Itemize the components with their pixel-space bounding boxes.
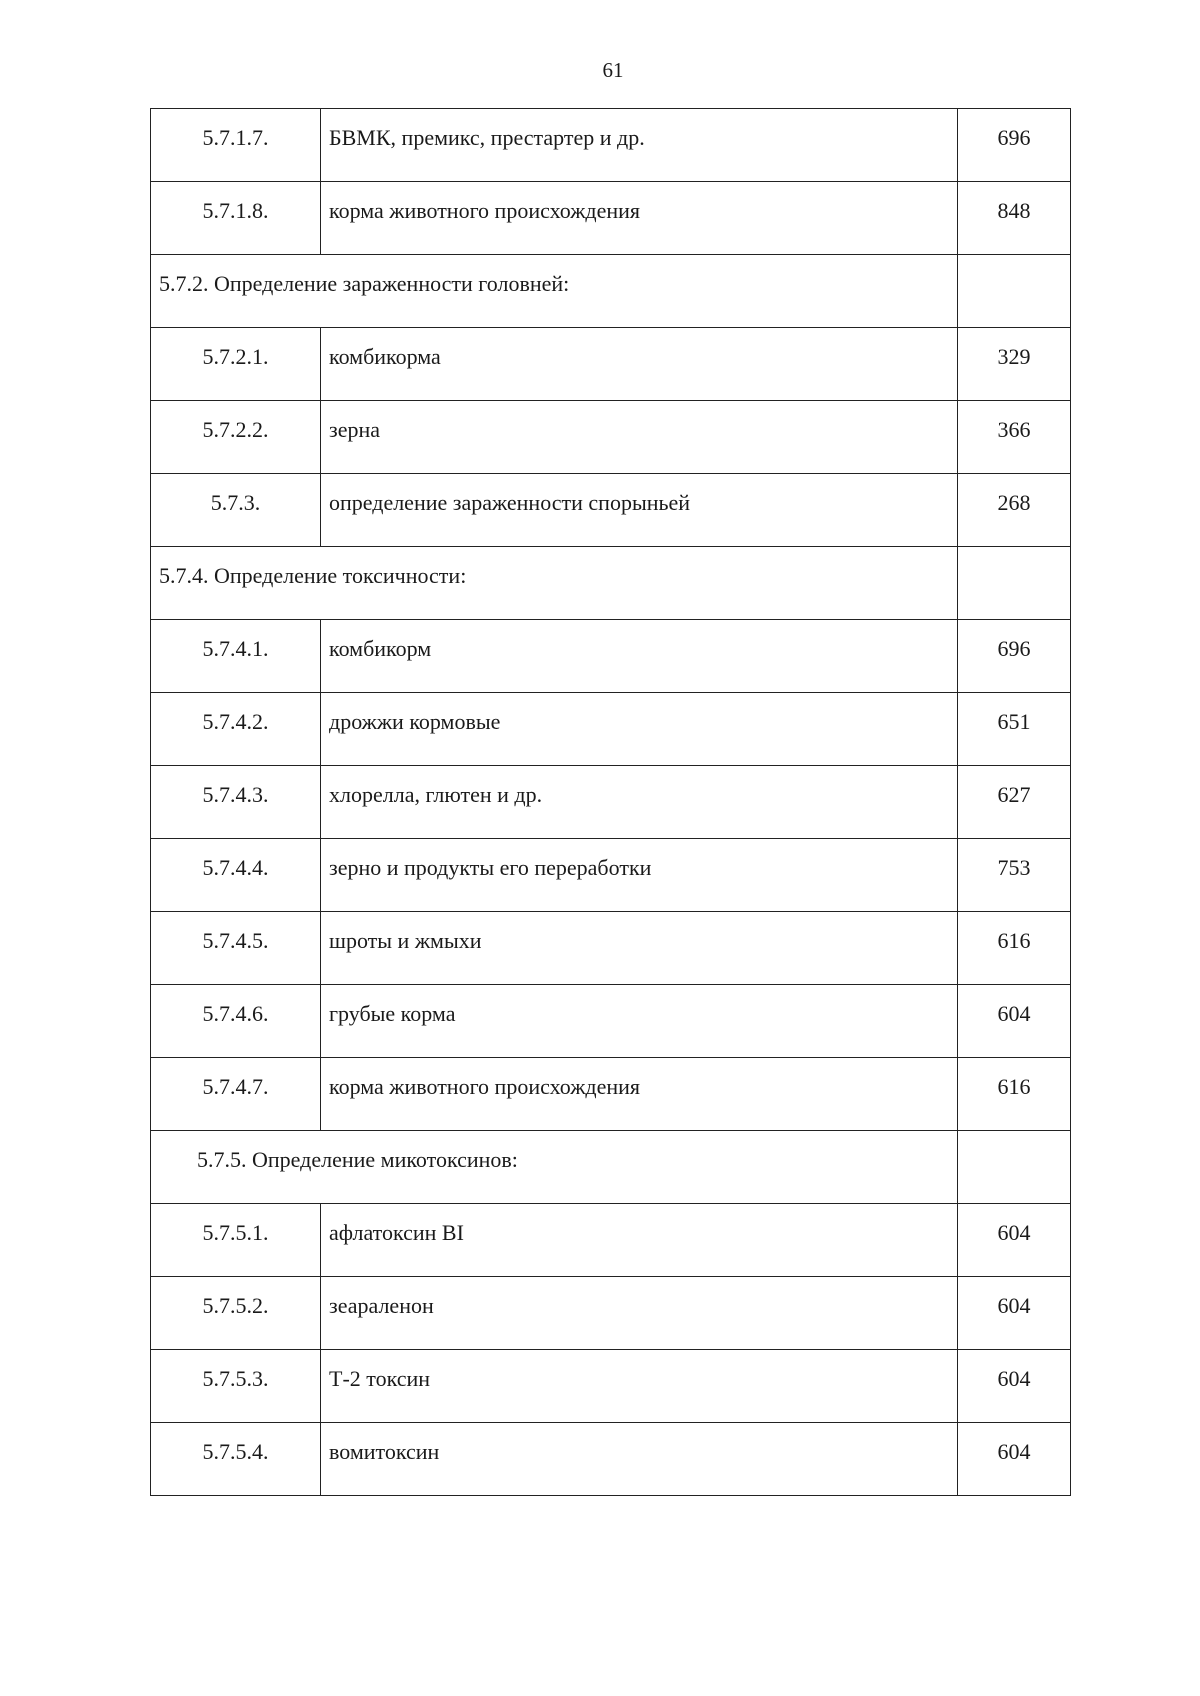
item-name: дрожжи кормовые	[321, 693, 958, 766]
item-code: 5.7.5.4.	[151, 1423, 321, 1496]
item-name: грубые корма	[321, 985, 958, 1058]
item-name: корма животного происхождения	[321, 1058, 958, 1131]
item-code: 5.7.3.	[151, 474, 321, 547]
table-row	[151, 1204, 1071, 1277]
table-row	[151, 401, 1071, 474]
item-price: 604	[958, 1277, 1071, 1350]
section-title: 5.7.4. Определение токсичности:	[151, 547, 958, 620]
table-row	[151, 985, 1071, 1058]
table-row	[151, 474, 1071, 547]
table-row	[151, 182, 1071, 255]
item-price: 753	[958, 839, 1071, 912]
table-row	[151, 1350, 1071, 1423]
item-code: 5.7.2.2.	[151, 401, 321, 474]
item-code: 5.7.4.6.	[151, 985, 321, 1058]
item-name: БВМК, премикс, престартер и др.	[321, 109, 958, 182]
item-price: 268	[958, 474, 1071, 547]
item-name: вомитоксин	[321, 1423, 958, 1496]
item-price: 604	[958, 985, 1071, 1058]
table-row	[151, 1423, 1071, 1496]
item-price: 604	[958, 1350, 1071, 1423]
table-row	[151, 1058, 1071, 1131]
table-row	[151, 328, 1071, 401]
table-row	[151, 912, 1071, 985]
item-code: 5.7.4.1.	[151, 620, 321, 693]
item-name: комбикорма	[321, 328, 958, 401]
item-code: 5.7.4.2.	[151, 693, 321, 766]
table-row	[151, 839, 1071, 912]
item-code: 5.7.5.3.	[151, 1350, 321, 1423]
item-code: 5.7.1.7.	[151, 109, 321, 182]
section-price-cell	[958, 255, 1071, 328]
item-name: корма животного происхождения	[321, 182, 958, 255]
page-number: 61	[602, 58, 624, 82]
item-name: шроты и жмыхи	[321, 912, 958, 985]
item-price: 848	[958, 182, 1071, 255]
table-body	[151, 109, 1071, 1496]
item-price: 616	[958, 1058, 1071, 1131]
item-name: Т-2 токсин	[321, 1350, 958, 1423]
section-row	[151, 255, 1071, 328]
item-price: 616	[958, 912, 1071, 985]
section-title: 5.7.5. Определение микотоксинов:	[151, 1131, 958, 1204]
table-row	[151, 766, 1071, 839]
item-name: зерно и продукты его переработки	[321, 839, 958, 912]
item-code: 5.7.4.3.	[151, 766, 321, 839]
item-price: 366	[958, 401, 1071, 474]
section-price-cell	[958, 547, 1071, 620]
item-price: 604	[958, 1423, 1071, 1496]
item-code: 5.7.5.2.	[151, 1277, 321, 1350]
section-row	[151, 547, 1071, 620]
item-price: 627	[958, 766, 1071, 839]
table-row	[151, 693, 1071, 766]
price-table	[150, 108, 1071, 1496]
item-name: зерна	[321, 401, 958, 474]
item-name: комбикорм	[321, 620, 958, 693]
item-code: 5.7.4.5.	[151, 912, 321, 985]
section-price-cell	[958, 1131, 1071, 1204]
section-title: 5.7.2. Определение зараженности головней:	[151, 255, 958, 328]
item-name: афлатоксин BI	[321, 1204, 958, 1277]
item-price: 329	[958, 328, 1071, 401]
item-price: 696	[958, 620, 1071, 693]
item-price: 604	[958, 1204, 1071, 1277]
table-row	[151, 1277, 1071, 1350]
item-price: 696	[958, 109, 1071, 182]
table-row	[151, 109, 1071, 182]
item-name: хлорелла, глютен и др.	[321, 766, 958, 839]
item-code: 5.7.4.7.	[151, 1058, 321, 1131]
item-price: 651	[958, 693, 1071, 766]
item-name: зеараленон	[321, 1277, 958, 1350]
item-code: 5.7.5.1.	[151, 1204, 321, 1277]
item-code: 5.7.1.8.	[151, 182, 321, 255]
item-code: 5.7.2.1.	[151, 328, 321, 401]
table-row	[151, 620, 1071, 693]
section-row	[151, 1131, 1071, 1204]
item-code: 5.7.4.4.	[151, 839, 321, 912]
item-name: определение зараженности спорыньей	[321, 474, 958, 547]
